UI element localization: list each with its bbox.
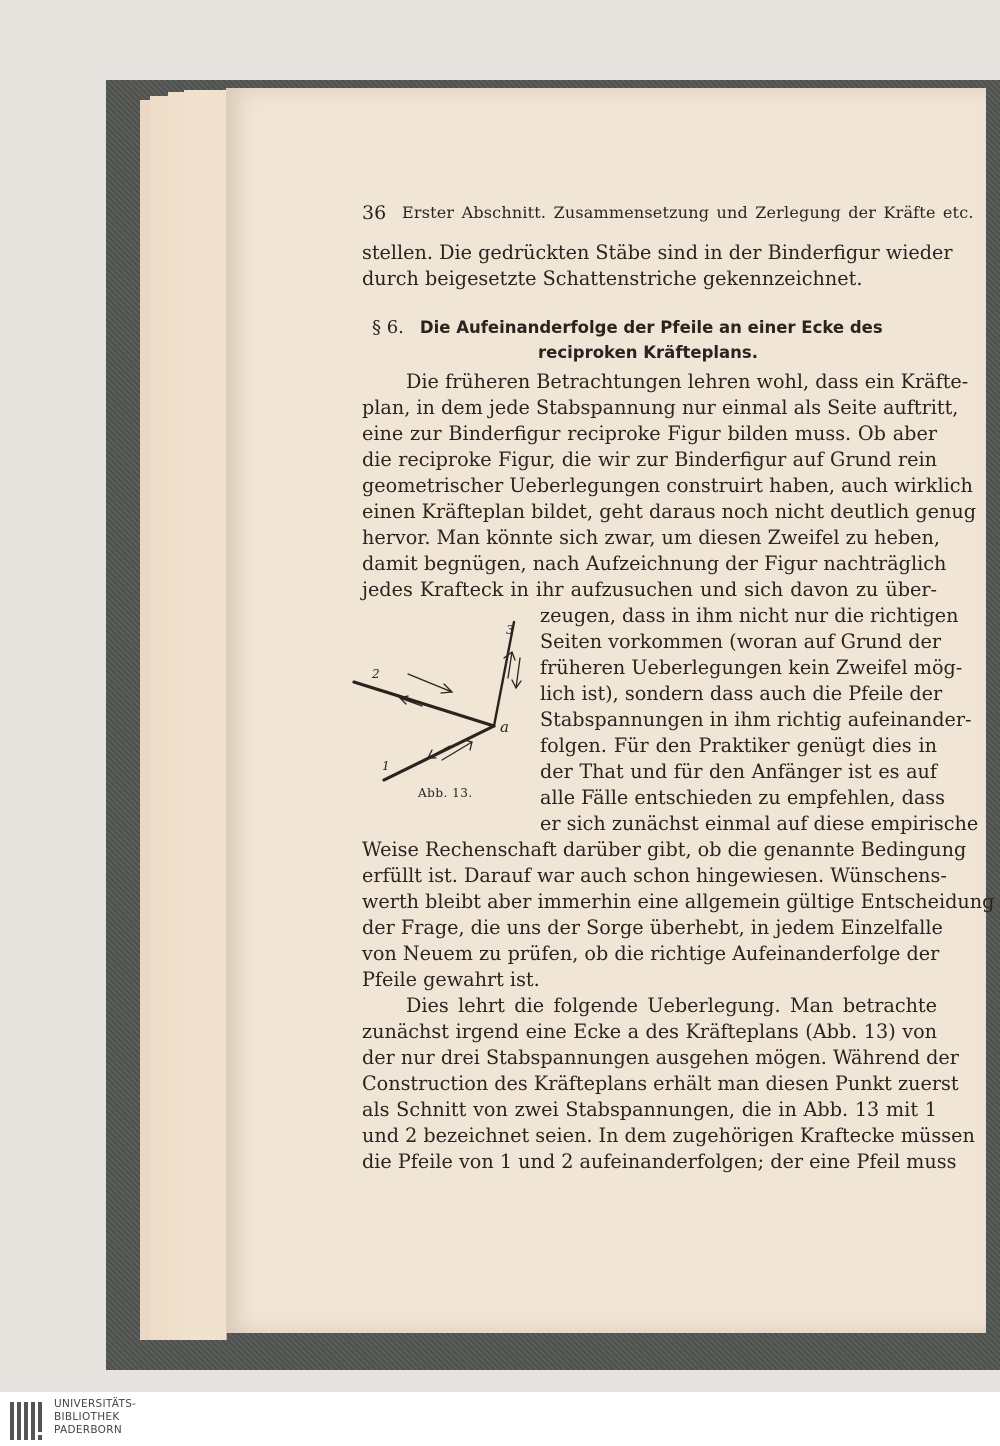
text-line: Pfeile gewahrt ist. [362, 968, 540, 991]
label-3: 3 [506, 623, 514, 637]
text-line: eine zur Binderfigur reciproke Figur bilden muss. Ob aber [362, 422, 937, 445]
text-line: früheren Ueberlegungen kein Zweifel mög- [540, 656, 963, 679]
label-1: 1 [382, 759, 390, 773]
text-line: einen Kräfteplan bildet, geht daraus noch nicht deutlich genug [362, 500, 976, 523]
page-edges [184, 90, 227, 1340]
logo-line: UNIVERSITÄTS- [54, 1398, 137, 1410]
member-1 [384, 726, 494, 780]
text-line: geometrischer Ueberlegungen construirt haben, auch wirklich [362, 474, 973, 497]
running-header [362, 202, 974, 224]
text-line: lich ist), sondern dass auch die Pfeile der [540, 682, 943, 705]
text-line: jedes Krafteck in ihr aufzusuchen und sich davon zu über- [362, 578, 937, 601]
text-line: von Neuem zu prüfen, ob die richtige Aufeinanderfolge der [362, 942, 940, 965]
section-number: § 6. [372, 317, 404, 338]
text-line: zunächst irgend eine Ecke a des Kräfteplans (Abb. 13) von [362, 1020, 937, 1043]
section-title-line2: reciproken Kräfteplans. [538, 343, 759, 362]
text-line: Dies lehrt die folgende Ueberlegung. Man betrachte [406, 994, 937, 1017]
text-line: Weise Rechenschaft darüber gibt, ob die genannte Bedingung [362, 838, 967, 861]
text-line: zeugen, dass in ihm nicht nur die richtigen [540, 604, 959, 627]
text-line: die Pfeile von 1 und 2 aufeinanderfolgen; der eine Pfeil muss [362, 1150, 957, 1173]
section-title-line1: Die Aufeinanderfolge der Pfeile an einer Ecke des [419, 318, 883, 337]
label-a: a [500, 718, 509, 736]
text-line: Seiten vorkommen (woran auf Grund der [540, 630, 942, 653]
text-line: Stabspannungen in ihm richtig aufeinander- [540, 708, 972, 731]
label-2: 2 [372, 667, 380, 681]
arrow-3-head [504, 652, 515, 660]
text-line: er sich zunächst einmal auf diese empirische [540, 812, 979, 835]
text-line: der nur drei Stabspannungen ausgehen mögen. Während der [362, 1046, 959, 1069]
library-logo-mark [10, 1398, 50, 1442]
arrow-2 [408, 674, 452, 692]
text-line: Construction des Kräfteplans erhält man diesen Punkt zuerst [362, 1072, 959, 1095]
logo-line: BIBLIOTHEK [54, 1411, 120, 1423]
text-line: werth bleibt aber immerhin eine allgemein gültige Entscheidung [362, 890, 995, 913]
figure-abb-13 [352, 618, 530, 808]
text-line: Die früheren Betrachtungen lehren wohl, dass ein Kräfte- [406, 370, 969, 393]
text-line: plan, in dem jede Stabspannung nur einmal als Seite auftritt, [362, 396, 959, 419]
text-line: der That und für den Anfänger ist es auf [540, 760, 937, 783]
section-heading [372, 315, 947, 341]
text-line: hervor. Man könnte sich zwar, um diesen Zweifel zu heben, [362, 526, 940, 549]
member-2 [354, 682, 494, 726]
text-line: als Schnitt von zwei Stabspannungen, die in Abb. 13 mit 1 [362, 1098, 937, 1121]
text-line: die reciproke Figur, die wir zur Binderfigur auf Grund rein [362, 448, 937, 471]
text-line: erfüllt ist. Darauf war auch schon hingewiesen. Wünschens- [362, 864, 947, 887]
text-line: alle Fälle entschieden zu empfehlen, dass [540, 786, 945, 809]
text-line: folgen. Für den Praktiker genügt dies in [540, 734, 937, 757]
library-logo [10, 1398, 170, 1442]
running-title: Erster Abschnitt. Zusammensetzung und Zerlegung der Kräfte etc. [402, 203, 974, 222]
text-line: durch beigesetzte Schattenstriche gekennzeichnet. [362, 267, 863, 290]
text-line: damit begnügen, nach Aufzeichnung der Figur nachträglich [362, 552, 947, 575]
member-3 [494, 622, 514, 726]
page-number: 36 [362, 202, 387, 224]
logo-line: PADERBORN [54, 1424, 122, 1436]
text-line: stellen. Die gedrückten Stäbe sind in der Binderfigur wieder [362, 241, 953, 264]
text-line: der Frage, die uns der Sorge überhebt, in jedem Einzelfalle [362, 916, 943, 939]
figure-caption: Abb. 13. [418, 786, 473, 800]
text-line: und 2 bezeichnet seien. In dem zugehörigen Kraftecke müssen [362, 1124, 975, 1147]
library-logo-text [54, 1398, 136, 1437]
